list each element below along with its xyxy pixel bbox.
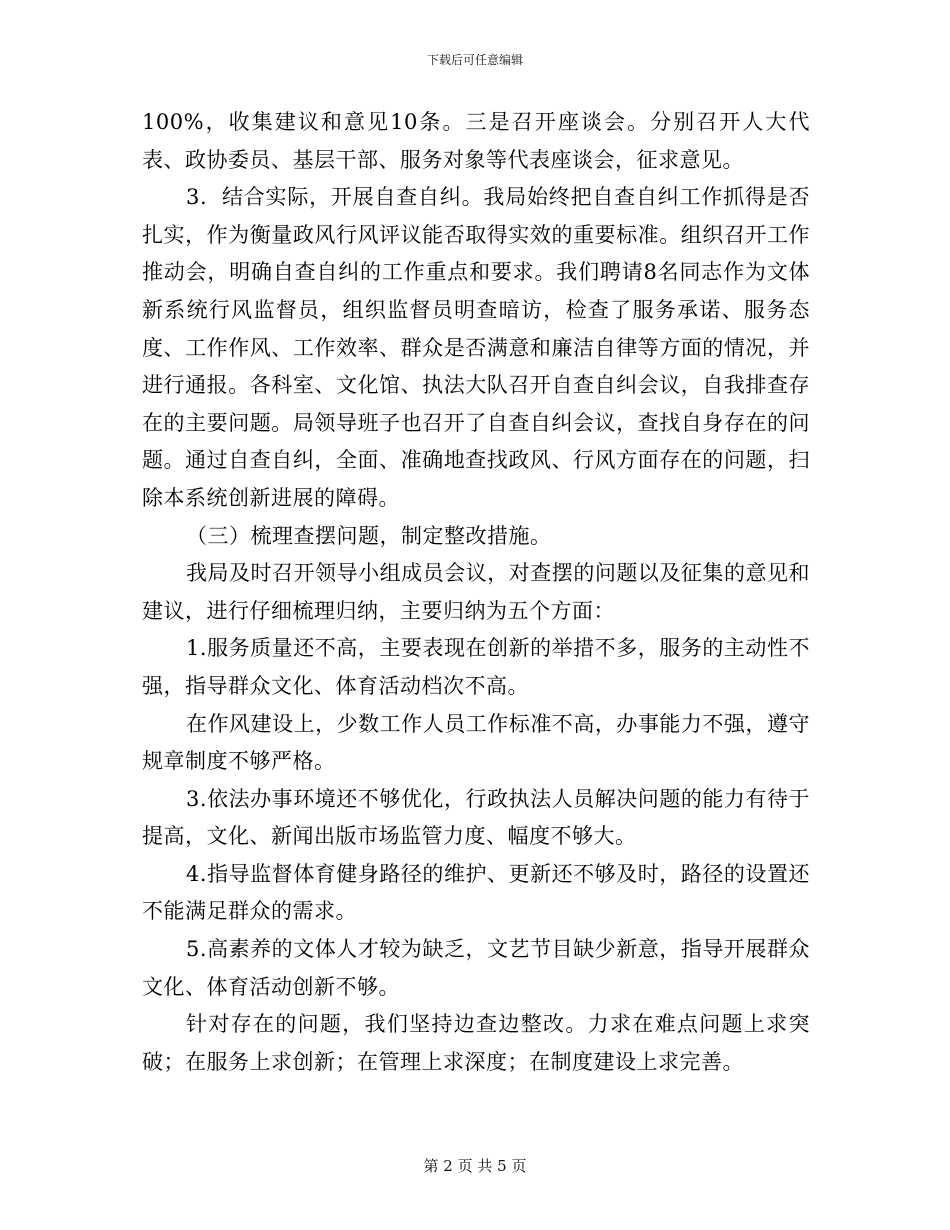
paragraph: 针对存在的问题，我们坚持边查边整改。力求在难点问题上求突破；在服务上求创新；在管理上求深度；在制度建设上求完善。: [142, 1012, 810, 1074]
list-item: 4.指导监督体育健身路径的维护、更新还不够及时，路径的设置还不能满足群众的需求。: [142, 861, 810, 924]
list-item: 5.高素养的文体人才较为缺乏，文艺节目缺少新意，指导开展群众文化、体育活动创新不够。: [142, 937, 810, 999]
paragraph: 100%，收集建议和意见10条。三是召开座谈会。分别召开人大代表、政协委员、基层干部、服务对象等代表座谈会，征求意见。: [142, 110, 810, 172]
page-number-footer: 第 2 页 共 5 页: [423, 1157, 527, 1175]
document-body: [142, 104, 810, 1081]
page-header: 下载后可任意编辑: [426, 53, 523, 67]
list-item: 在作风建设上，少数工作人员工作标准不高，办事能力不强，遵守规章制度不够严格。: [142, 711, 810, 774]
paragraph: 3．结合实际，开展自查自纠。我局始终把自查自纠工作抓得是否扎实，作为衡量政风行风评议能否取得实效的重要标准。组织召开工作推动会，明确自查自纠的工作重点和要求。我们聘请8名同志作为文体新系统行风监督员，组织监督员明查暗访，检查了服务承诺、服务态度、工作作风、工作效率、群众是否满意和廉洁自律等方面的情况，并进行通报。各科室、文化馆、执法大队召开自查自纠会议，自我排查存在的主要问题。局领导班子也召开了自查自纠会议，查找自身存在的问题。通过自查自纠，全面、准确地查找政风、行风方面存在的问题，扫除本系统创新进展的障碍。: [142, 185, 810, 510]
list-item: 1.服务质量还不高，主要表现在创新的举措不多，服务的主动性不强，指导群众文化、体育活动档次不高。: [142, 636, 810, 698]
section-heading: （三）梳理查摆问题，制定整改措施。: [186, 523, 552, 548]
list-item: 3.依法办事环境还不够优化，行政执法人员解决问题的能力有待于提高，文化、新闻出版市场监管力度、幅度不够大。: [142, 786, 810, 849]
paragraph: 我局及时召开领导小组成员会议，对查摆的问题以及征集的意见和建议，进行仔细梳理归纳，主要归纳为五个方面：: [142, 561, 810, 623]
